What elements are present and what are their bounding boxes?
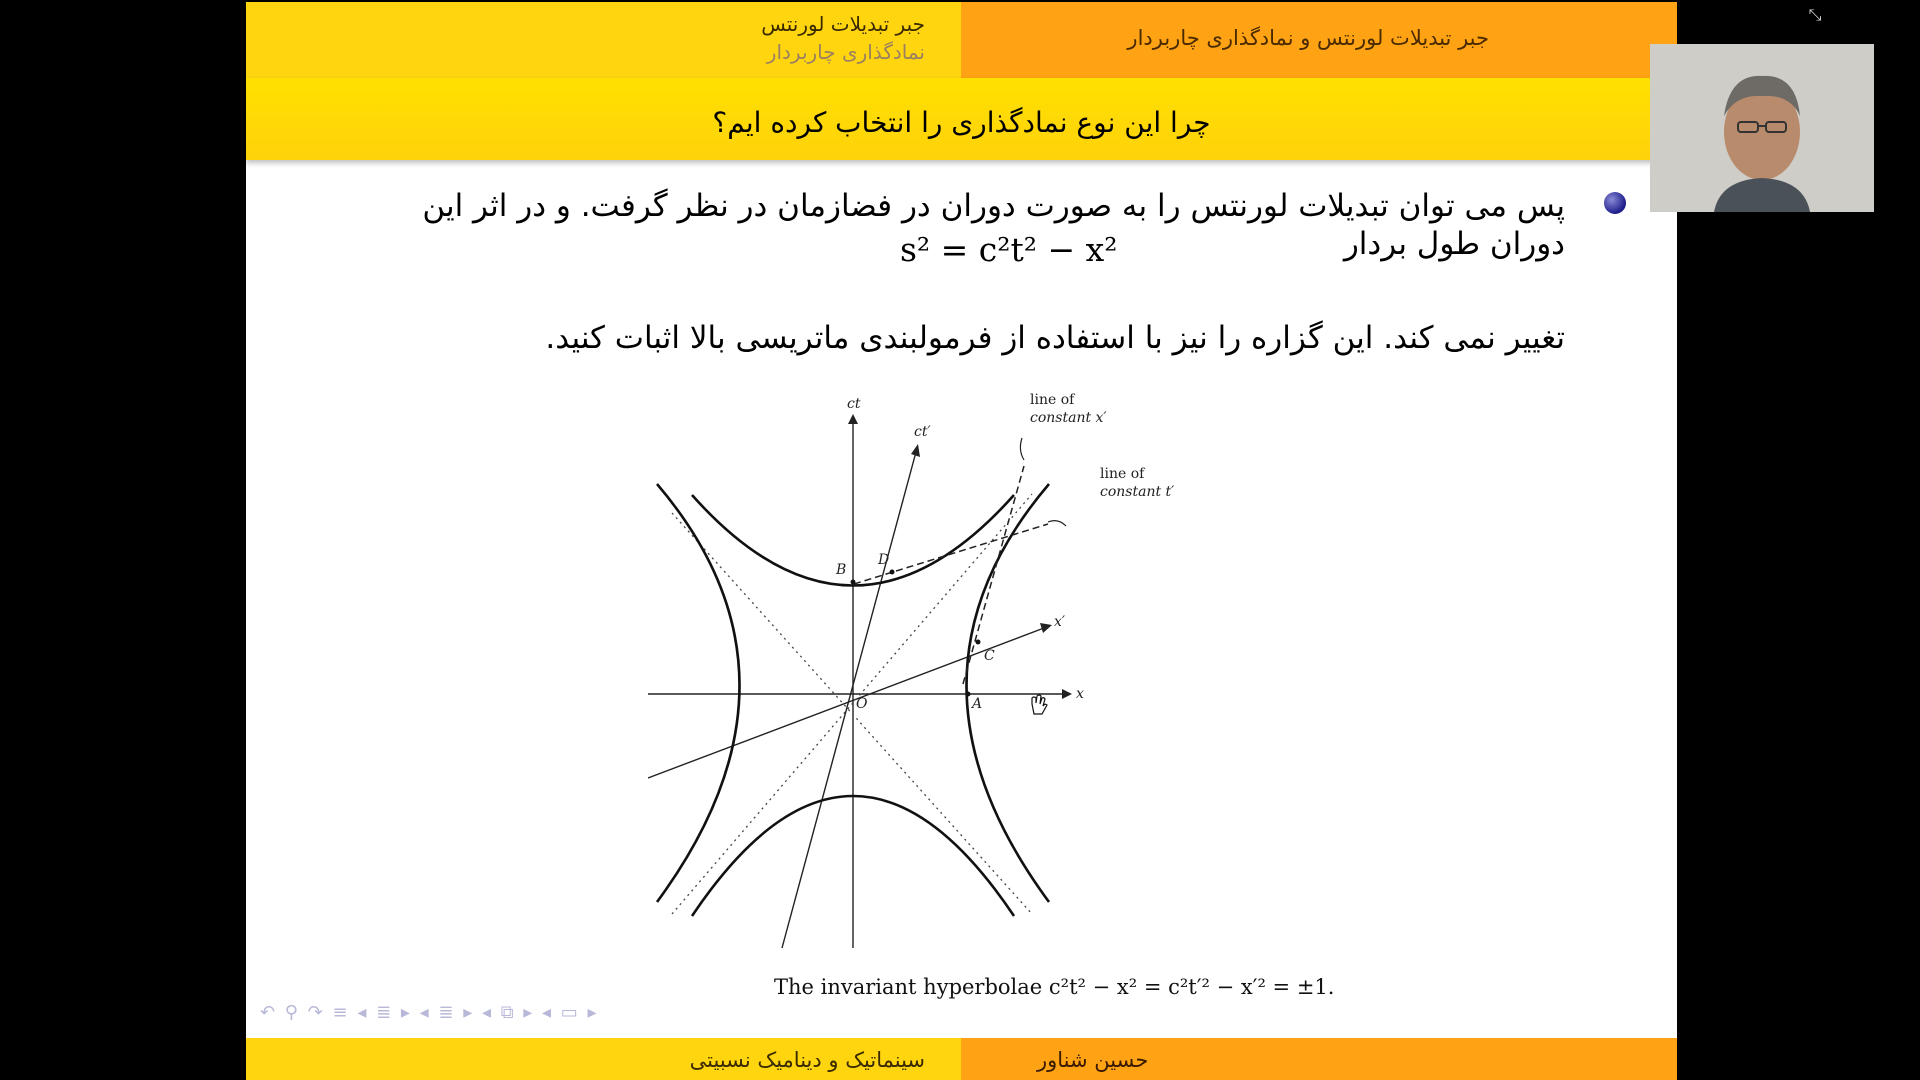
label-const-t-line1: line of <box>1100 466 1145 482</box>
footer-title: سینماتیک و دینامیک نسبیتی <box>689 1048 925 1072</box>
point-label-D: D <box>878 552 890 568</box>
frame-title-bar <box>246 78 1677 160</box>
light-cone-line <box>672 513 1032 914</box>
label-const-x-line1: line of <box>1030 392 1075 408</box>
header-section-bar <box>246 2 961 78</box>
figure-caption: The invariant hyperbolae c²t² − x² = c²t′² − x′² = ±1. <box>774 975 1335 999</box>
beamer-navigation-symbols[interactable]: ↶ ⚲ ↷ ≡ ◂ ≣ ▸ ◂ ≣ ▸ ◂ ⧉ ▸ ◂ ▭ ▸ <box>260 1002 599 1023</box>
axis-label-x-prime: x′ <box>1054 614 1066 630</box>
point-C-marker <box>976 640 981 645</box>
point-label-O: O <box>856 696 868 712</box>
point-A-marker <box>966 692 971 697</box>
point-label-C: C <box>984 648 995 664</box>
point-label-B: B <box>836 562 847 578</box>
header-section-title: جبر تبدیلات لورنتس <box>761 12 925 36</box>
body-line-1: پس می توان تبدیلات لورنتس را به صورت دوران در فضازمان در نظر گرفت. و در اثر این <box>422 188 1565 224</box>
leader-const-t <box>1048 521 1066 526</box>
body-line-2: دوران طول بردار <box>1343 226 1565 262</box>
point-label-A: A <box>972 696 983 712</box>
label-const-x-line2: constant x′ <box>1030 410 1107 426</box>
presenter-avatar <box>1650 44 1874 212</box>
ct-prime-axis <box>782 452 916 948</box>
x-axis-arrow <box>1062 689 1072 699</box>
point-B-marker <box>851 580 856 585</box>
bullet-icon <box>1604 192 1626 214</box>
body-line-3: تغییر نمی کند. این گزاره را نیز با استفاده از فرمولبندی ماتریسی بالا اثبات کنید. <box>545 320 1565 356</box>
interval-formula: s² = c²t² − x² <box>900 230 1118 269</box>
axis-label-ct: ct <box>847 396 861 412</box>
hyperbola-figure <box>648 388 1288 958</box>
header-subsection-title: نمادگذاری چاربردار <box>766 40 925 64</box>
ct-prime-arrow <box>911 444 920 457</box>
label-const-t-line2: constant t′ <box>1100 484 1175 500</box>
footer-author: حسین شناور <box>1037 1048 1149 1072</box>
footer-bar-right <box>961 1038 1677 1080</box>
hyperbola-right <box>967 484 1050 902</box>
axis-label-ct-prime: ct′ <box>914 424 931 440</box>
x-prime-arrow <box>1040 623 1052 633</box>
header-presentation-bar <box>961 2 1677 78</box>
ct-axis-arrow <box>848 414 858 424</box>
presentation-slide <box>246 2 1677 1080</box>
exit-fullscreen-icon[interactable]: ⤡ <box>1808 5 1822 24</box>
footer-bar-left <box>246 1038 961 1080</box>
leader-const-x <box>1020 438 1024 460</box>
hand-cursor-icon <box>1032 695 1047 714</box>
header-presentation-title: جبر تبدیلات لورنتس و نمادگذاری چاربردار <box>1127 26 1489 50</box>
point-D-marker <box>890 570 895 575</box>
hyperbola-left <box>657 484 740 902</box>
frame-title: چرا این نوع نمادگذاری را انتخاب کرده ایم؟ <box>712 106 1211 139</box>
webcam-video-feed[interactable] <box>1650 44 1874 212</box>
axis-label-x: x <box>1076 686 1084 702</box>
